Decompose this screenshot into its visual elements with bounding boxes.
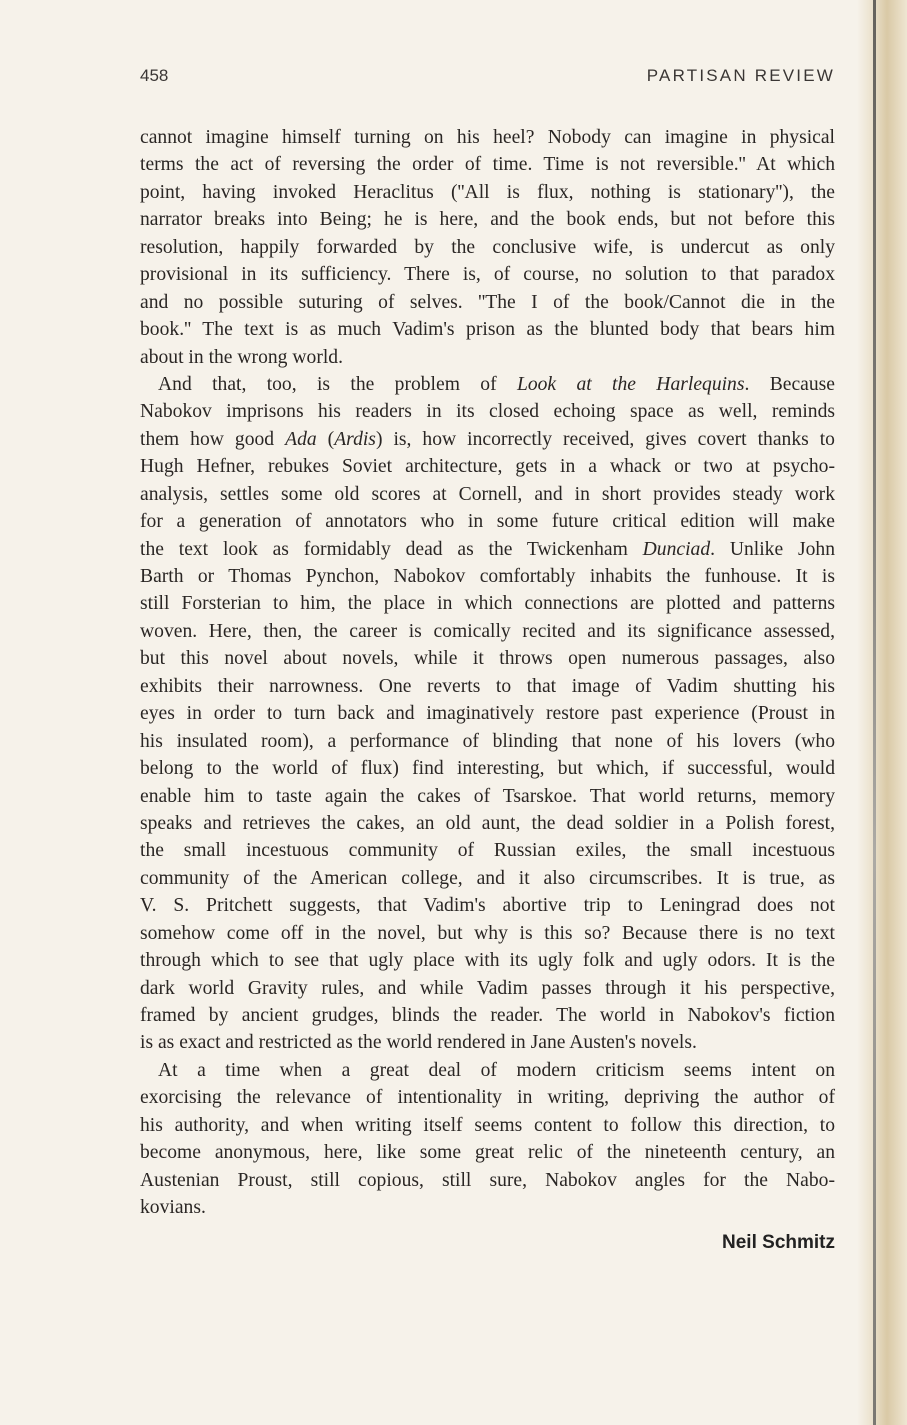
text-line: his insulated room), a performance of blinding that none of his lovers (who — [140, 730, 835, 752]
text-line: but this novel about novels, while it throws open numerous passages, also — [140, 648, 835, 670]
text-line: dark world Gravity rules, and while Vadim passes through it his perspective, — [140, 977, 835, 999]
text-line: book.'' The text is as much Vadim's prison as the blunted body that bears him — [140, 319, 835, 341]
text-line: become anonymous, here, like some great relic of the nineteenth century, an — [140, 1142, 835, 1164]
text-line: Hugh Hefner, rebukes Soviet architecture, gets in a whack or two at psycho- — [140, 456, 835, 478]
text-line: woven. Here, then, the career is comically recited and its significance assessed, — [140, 620, 835, 642]
text-line — [140, 536, 835, 563]
text-segment: And that, too, is the problem of — [158, 373, 517, 395]
article-body — [140, 124, 835, 1222]
text-segment: the text look as formidably dead as the Twickenham — [140, 538, 643, 560]
text-line — [140, 371, 835, 398]
text-segment: them how good — [140, 428, 286, 450]
page-number: 458 — [140, 66, 169, 85]
author-signature: Neil Schmitz — [722, 1232, 835, 1253]
text-line: speaks and retrieves the cakes, an old aunt, the dead soldier in a Polish forest, — [140, 812, 835, 834]
text-line: community of the American college, and it also circumscribes. It is true, as — [140, 867, 835, 889]
text-line: point, having invoked Heraclitus (''All is flux, nothing is stationary''), the — [140, 181, 835, 203]
text-line — [140, 426, 835, 453]
text-line: for a generation of annotators who in some future critical edition will make — [140, 511, 835, 533]
paragraph — [140, 1057, 835, 1222]
italic-title: Dunciad — [642, 538, 711, 560]
text-line: exorcising the relevance of intentionality in writing, depriving the author of — [140, 1087, 835, 1109]
text-line: and no possible suturing of selves. ''The I of the book/Cannot die in the — [140, 291, 835, 313]
text-line: V. S. Pritchett suggests, that Vadim's abortive trip to Leningrad does not — [140, 895, 835, 917]
text-line: the small incestuous community of Russian exiles, the small incestuous — [140, 840, 835, 862]
text-line: Nabokov imprisons his readers in its closed echoing space as well, reminds — [140, 401, 835, 423]
text-line: through which to see that ugly place with its ugly folk and ugly odors. It is the — [140, 950, 835, 972]
binding-edge — [873, 0, 876, 1425]
text-line: his authority, and when writing itself seems content to follow this direction, to — [140, 1114, 835, 1136]
text-line: kovians. — [140, 1197, 206, 1219]
text-line: exhibits their narrowness. One reverts to that image of Vadim shutting his — [140, 675, 835, 697]
text-line: cannot imagine himself turning on his heel? Nobody can imagine in physical — [140, 127, 835, 148]
text-line: terms the act of reversing the order of time. Time is not reversible.'' At which — [140, 154, 835, 176]
text-line: enable him to taste again the cakes of Tsarskoe. That world returns, memory — [140, 785, 835, 807]
text-line: belong to the world of flux) find interesting, but which, if successful, would — [140, 758, 835, 780]
text-segment: . Because — [744, 373, 835, 395]
text-line: framed by ancient grudges, blinds the reader. The world in Nabokov's fiction — [140, 1005, 835, 1026]
text-line: Austenian Proust, still copious, still sure, Nabokov angles for the Nabo- — [140, 1169, 835, 1191]
text-line: somehow come off in the novel, but why is this so? Because there is no text — [140, 922, 835, 944]
italic-title: Ardis — [334, 428, 376, 450]
text-line: analysis, settles some old scores at Cornell, and in short provides steady work — [140, 483, 835, 505]
text-segment: . Unlike John — [710, 538, 835, 560]
text-line: resolution, happily forwarded by the conclusive wife, is undercut as only — [140, 236, 835, 258]
running-header: PARTISAN REVIEW — [646, 66, 835, 85]
italic-title: Look at the Harlequins — [516, 373, 745, 395]
paragraph — [140, 371, 835, 1057]
text-line: At a time when a great deal of modern criticism seems intent on — [158, 1059, 835, 1081]
paragraph — [140, 124, 835, 371]
text-segment: ) is, how incorrectly received, gives covert thanks to — [375, 428, 835, 450]
text-line: narrator breaks into Being; he is here, and the book ends, but not before this — [140, 209, 835, 231]
binding-shadow — [857, 0, 907, 1425]
text-segment: ( — [316, 428, 335, 450]
text-line: eyes in order to turn back and imaginatively restore past experience (Proust in — [140, 703, 835, 725]
text-line: provisional in its sufficiency. There is, of course, no solution to that paradox — [140, 264, 835, 286]
text-line: still Forsterian to him, the place in which connections are plotted and patterns — [140, 593, 835, 615]
italic-title: Ada — [285, 428, 317, 450]
text-line: about in the wrong world. — [140, 346, 343, 368]
text-line: Barth or Thomas Pynchon, Nabokov comfortably inhabits the funhouse. It is — [140, 566, 835, 587]
text-line: is as exact and restricted as the world rendered in Jane Austen's novels. — [140, 1032, 697, 1054]
